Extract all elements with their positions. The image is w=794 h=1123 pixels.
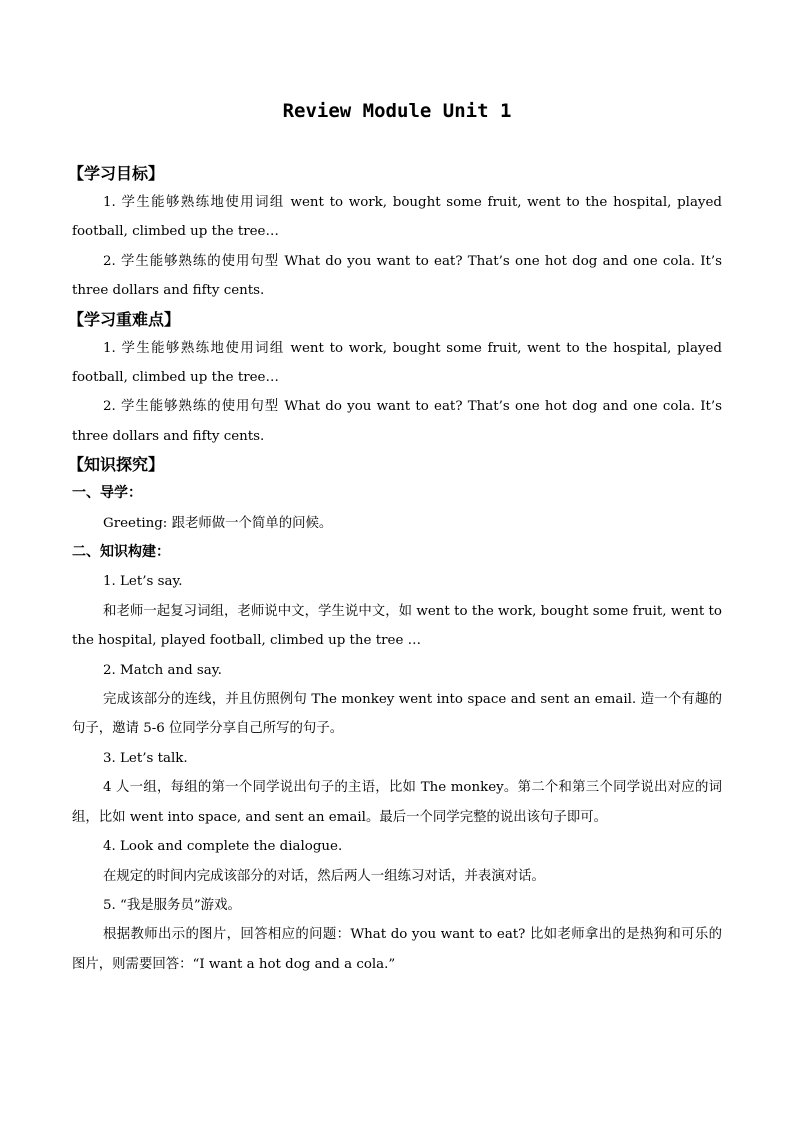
step-lets-talk: 3. Let’s talk. bbox=[103, 750, 188, 766]
document-body bbox=[68, 160, 722, 979]
part2-label: 二、知识构建： bbox=[72, 544, 170, 561]
objective-item-1: 1. 学生能够熟练地使用词组 went to work, bought some fruit, went to the hospital, played football, climbed up the tree… bbox=[72, 195, 722, 240]
step-dialogue: 4. Look and complete the dialogue. bbox=[103, 839, 343, 855]
key-point-item-2: 2. 学生能够熟练的使用句型 What do you want to eat? That’s one hot dog and one cola. It’s three dollars and fifty cents. bbox=[72, 399, 722, 444]
step-lets-say: 1. Let’s say. bbox=[103, 574, 183, 590]
step-waiter-game-desc: 根据教师出示的图片，回答相应的问题：What do you want to eat? 比如老师拿出的是热狗和可乐的图片，则需要回答：“I want a hot dog and a cola.” bbox=[72, 927, 722, 972]
section-heading-exploration: 【知识探究】 bbox=[68, 455, 165, 475]
step-dialogue-desc: 在规定的时间内完成该部分的对话，然后两人一组练习对话，并表演对话。 bbox=[103, 868, 545, 884]
part1-text: Greeting: 跟老师做一个简单的问候。 bbox=[103, 515, 333, 531]
key-point-item-1: 1. 学生能够熟练地使用词组 went to work, bought some fruit, went to the hospital, played football, climbed up the tree… bbox=[72, 340, 722, 386]
step-lets-talk-desc: 4 人一组，每组的第一个同学说出句子的主语，比如 The monkey。第二个和第三个同学说出对应的词组，比如 went into space, and sent an email。最后一个同学完整的说出该句子即可。 bbox=[72, 780, 722, 825]
step-lets-say-desc: 和老师一起复习词组，老师说中文，学生说中文，如 went to the work, bought some fruit, went to the hospital, played football, climbed up the tree … bbox=[72, 603, 722, 649]
section-heading-objectives: 【学习目标】 bbox=[68, 164, 165, 183]
page-title: Review Module Unit 1 bbox=[282, 100, 512, 122]
step-match-say-desc: 完成该部分的连线，并且仿照例句 The monkey went into space and sent an email. 造一个有趣的句子，邀请 5-6 位同学分享自己所写的句子。 bbox=[72, 692, 722, 737]
objective-item-2: 2. 学生能够熟练的使用句型 What do you want to eat? That’s one hot dog and one cola. It’s three dollars and fifty cents. bbox=[72, 253, 722, 299]
step-waiter-game: 5. “我是服务员”游戏。 bbox=[103, 897, 241, 913]
section-heading-key-points: 【学习重难点】 bbox=[68, 309, 181, 329]
part1-label: 一、导学： bbox=[72, 485, 142, 502]
step-match-say: 2. Match and say. bbox=[103, 662, 222, 678]
